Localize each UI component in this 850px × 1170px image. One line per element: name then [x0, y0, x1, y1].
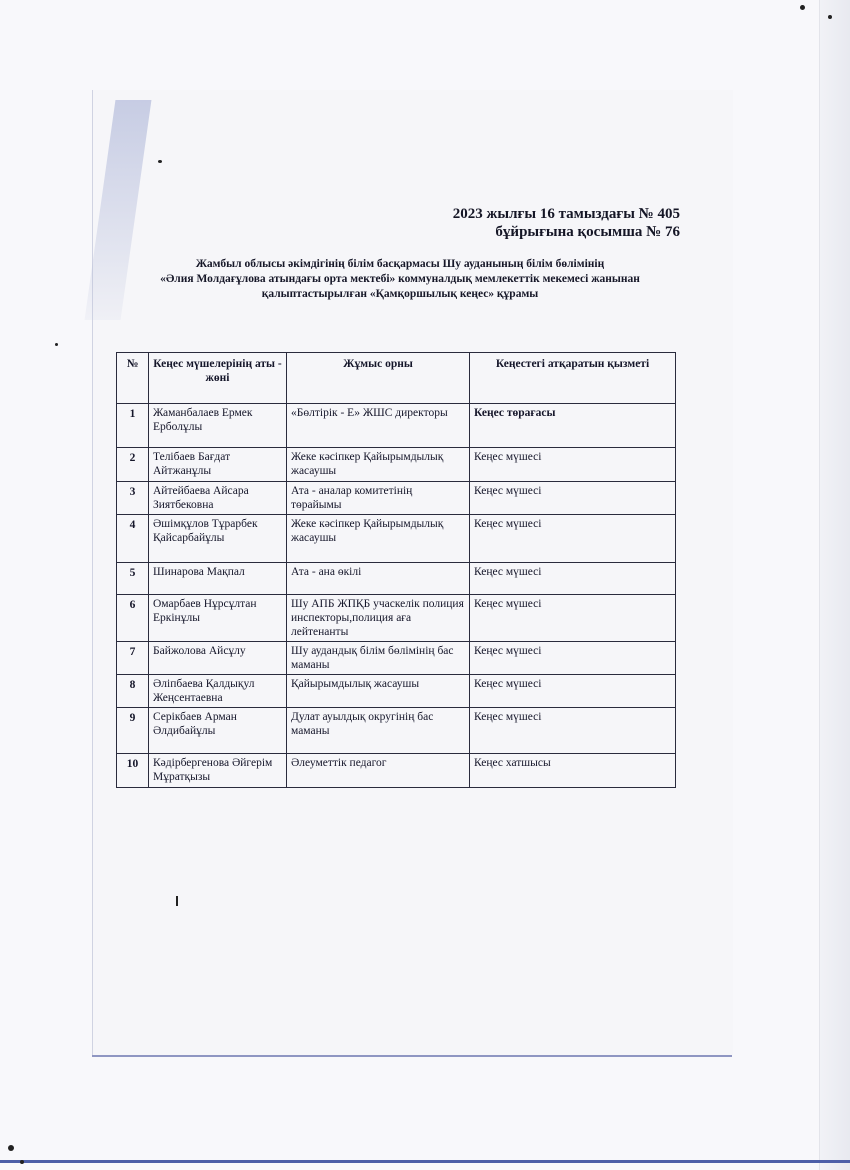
- table-row: [117, 482, 676, 515]
- table-row: [117, 563, 676, 595]
- member-workplace: Қайырымдылық жасаушы: [287, 675, 470, 708]
- member-role: Кеңес мүшесі: [470, 675, 676, 708]
- title-line1: Жамбыл облысы әкімдігінің білім басқармасы Шу ауданының білім бөлімінің: [195, 258, 605, 270]
- member-workplace: Жеке кәсіпкер Қайырымдылық жасаушы: [287, 515, 470, 563]
- row-num: 7: [117, 642, 149, 675]
- scan-bottom-line: [0, 1160, 850, 1163]
- header-role: Кеңестегі атқаратын қызметі: [470, 353, 676, 404]
- header-num: №: [117, 353, 149, 404]
- row-num: 2: [117, 448, 149, 482]
- scan-speck: [8, 1145, 14, 1151]
- scan-speck: [176, 896, 178, 906]
- row-num: 4: [117, 515, 149, 563]
- order-reference-line1: 2023 жылғы 16 тамыздағы № 405: [452, 206, 680, 222]
- document-title: [120, 257, 680, 302]
- member-workplace: Әлеуметтік педагог: [287, 754, 470, 788]
- table-row: [117, 448, 676, 482]
- scan-speck: [158, 160, 162, 163]
- title-line3: қалыптастырылған «Қамқоршылық кеңес» құрамы: [261, 288, 539, 300]
- row-num: 10: [117, 754, 149, 788]
- member-name: Әшімқұлов Тұрарбек Қайсарбайұлы: [149, 515, 287, 563]
- table-row: [117, 642, 676, 675]
- row-num: 6: [117, 595, 149, 642]
- table-header-row: [117, 353, 676, 404]
- scan-speck: [55, 343, 58, 346]
- member-role: Кеңес мүшесі: [470, 595, 676, 642]
- row-num: 5: [117, 563, 149, 595]
- member-workplace: Жеке кәсіпкер Қайырымдылық жасаушы: [287, 448, 470, 482]
- table-row: [117, 675, 676, 708]
- row-num: 9: [117, 708, 149, 754]
- member-name: Телібаев Бағдат Айтжанұлы: [149, 448, 287, 482]
- scan-speck: [20, 1160, 24, 1164]
- member-name: Байжолова Айсұлу: [149, 642, 287, 675]
- member-workplace: Шу аудандық білім бөлімінің бас маманы: [287, 642, 470, 675]
- table-row: [117, 595, 676, 642]
- page-edge: [819, 0, 850, 1170]
- council-members-table: [116, 352, 676, 788]
- title-line2: «Әлия Молдағұлова атындағы орта мектебі» коммуналдық мемлекеттік мекемесі жанынан: [160, 273, 640, 285]
- member-role: Кеңес мүшесі: [470, 642, 676, 675]
- scan-speck: [800, 5, 805, 10]
- member-workplace: «Бөлтірік - Е» ЖШС директоры: [287, 404, 470, 448]
- member-name: Жаманбалаев Ермек Ерболұлы: [149, 404, 287, 448]
- order-reference: [453, 205, 680, 241]
- member-role: Кеңес төрағасы: [470, 404, 676, 448]
- member-role: Кеңес мүшесі: [470, 482, 676, 515]
- member-role: Кеңес мүшесі: [470, 448, 676, 482]
- order-reference-line2: бұйрығына қосымша № 76: [495, 224, 680, 240]
- member-workplace: Ата - ана өкілі: [287, 563, 470, 595]
- table-row: [117, 754, 676, 788]
- member-role: Кеңес мүшесі: [470, 515, 676, 563]
- member-role: Кеңес мүшесі: [470, 563, 676, 595]
- member-name: Шинарова Мақпал: [149, 563, 287, 595]
- header-name: Кеңес мүшелерінің аты - жөні: [149, 353, 287, 404]
- member-workplace: Ата - аналар комитетінің төрайымы: [287, 482, 470, 515]
- member-name: Әліпбаева Қалдықул Жеңсентаевна: [149, 675, 287, 708]
- member-name: Айтейбаева Айсара Зиятбековна: [149, 482, 287, 515]
- member-name: Серікбаев Арман Әлдибайұлы: [149, 708, 287, 754]
- member-workplace: Шу АПБ ЖПҚБ учаскелік полиция инспекторы,полиция аға лейтенанты: [287, 595, 470, 642]
- member-workplace: Дулат ауылдық округінің бас маманы: [287, 708, 470, 754]
- member-role: Кеңес хатшысы: [470, 754, 676, 788]
- row-num: 8: [117, 675, 149, 708]
- header-workplace: Жұмыс орны: [287, 353, 470, 404]
- table-row: [117, 404, 676, 448]
- member-role: Кеңес мүшесі: [470, 708, 676, 754]
- scan-speck: [828, 15, 832, 19]
- row-num: 3: [117, 482, 149, 515]
- table-row: [117, 515, 676, 563]
- member-name: Кәдірбергенова Әйгерім Мұратқызы: [149, 754, 287, 788]
- row-num: 1: [117, 404, 149, 448]
- sheet-bottom-edge: [92, 1055, 732, 1057]
- table-row: [117, 708, 676, 754]
- member-name: Омарбаев Нұрсұлтан Еркінұлы: [149, 595, 287, 642]
